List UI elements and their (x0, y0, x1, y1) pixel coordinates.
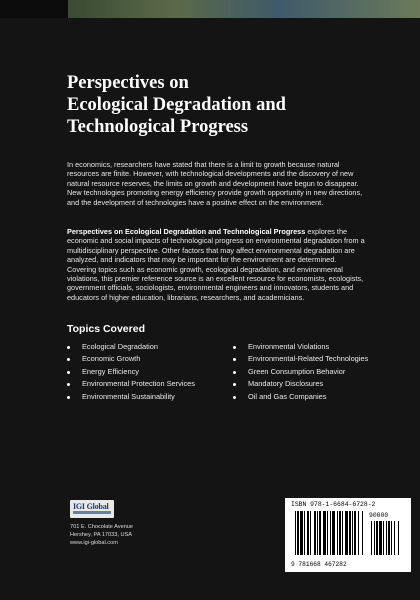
bullet-icon (67, 346, 70, 349)
publisher-address (70, 523, 133, 547)
topic-item (67, 353, 195, 365)
bullet-icon (233, 358, 236, 361)
barcode-bar (310, 511, 311, 555)
barcode-addon-bar (398, 521, 399, 555)
description-paragraph-2 (67, 227, 367, 302)
topic-item (233, 353, 368, 365)
barcode-bar (337, 511, 338, 555)
barcode-bar (352, 511, 353, 555)
address-line: 701 E. Chocolate Avenue (70, 524, 134, 530)
topics-list-left (67, 341, 195, 403)
book-title-inline: Perspectives on Ecological Degradation and Technological Progress (67, 227, 306, 236)
barcode-bar (307, 511, 309, 555)
topic-label: Mandatory Disclosures (248, 379, 324, 389)
bullet-icon (233, 396, 236, 399)
barcode-addon-bar (376, 521, 378, 555)
publisher-logo-tagline (73, 511, 111, 514)
bullet-icon (233, 371, 236, 374)
barcode-bar (323, 511, 326, 555)
barcode-bar (330, 511, 331, 555)
barcode-bar (362, 511, 363, 555)
topic-label: Economic Growth (82, 354, 141, 364)
barcode-addon-bar (383, 521, 384, 555)
topic-item (233, 366, 368, 378)
topics-list-right (233, 341, 368, 403)
barcode-bar (319, 511, 321, 555)
barcode-bar (349, 511, 351, 555)
title-line-3: Technological Progress (67, 117, 249, 137)
title-line-1: Perspectives on (67, 73, 189, 93)
topic-item (67, 378, 195, 390)
bullet-icon (67, 383, 70, 386)
barcode-bar (339, 511, 341, 555)
barcode-addon-bar (391, 521, 392, 555)
ean-number: 9 781668 467282 (291, 561, 347, 568)
barcode-bar (300, 511, 303, 555)
isbn-barcode (285, 498, 411, 572)
barcode-bar (358, 511, 359, 555)
barcode-addon-bar (379, 521, 382, 555)
barcode-bar (342, 511, 343, 555)
publisher-logo (70, 500, 114, 518)
topic-item (233, 341, 368, 353)
topic-item (233, 391, 368, 403)
bullet-icon (67, 371, 70, 374)
barcode-bar (297, 511, 299, 555)
book-title (67, 72, 397, 138)
bullet-icon (67, 396, 70, 399)
topic-item (67, 366, 195, 378)
address-line: Hershey, PA 17033, USA (70, 532, 132, 538)
topic-item (233, 378, 368, 390)
barcode-addon-bar (386, 521, 387, 555)
barcode-bar (304, 511, 305, 555)
barcode-bar (295, 511, 296, 555)
bullet-icon (233, 346, 236, 349)
topic-label: Energy Efficiency (82, 366, 139, 376)
topic-label: Environmental Sustainability (82, 391, 175, 401)
publisher-logo-text: IGI Global (73, 502, 109, 511)
address-url: www.igi-global.com (70, 540, 118, 546)
topic-label: Environmental-Related Technologies (248, 354, 369, 364)
barcode-bar (317, 511, 318, 555)
topic-item (67, 391, 195, 403)
barcode-addon-bar (394, 521, 395, 555)
topic-label: Green Consumption Behavior (248, 366, 346, 376)
barcode-addon-bar (388, 521, 390, 555)
topic-label: Ecological Degradation (82, 342, 159, 351)
description-paragraph-2-text: explores the economic and social impacts of technological progress on environmental degradation from a multidisciplinary perspective. Other factors that may affect environmental degradation are analyzed, and indicators that may be important for the environment are determined. Covering topics such as economic growth, ecological degradation, and environmental violations, this premier reference source is an excellent resource for economists, ecologists, government officials, sociologists, environmental engineers and innovators, students and educators of higher education, librarians, researchers, and academicians. (67, 227, 365, 302)
isbn-text: ISBN 978-1-6684-6728-2 (291, 501, 376, 508)
bullet-icon (67, 358, 70, 361)
bullet-icon (233, 383, 236, 386)
barcode-bars (293, 511, 405, 561)
barcode-bar (314, 511, 316, 555)
topic-label: Oil and Gas Companies (248, 391, 327, 401)
description-paragraph-1: In economics, researchers have stated that there is a limit to growth because natural resources are finite. However, with technological developments and the discovery of new natural resource reserves, the limits on growth and development have begun to disappear. New technologies promoting energy efficiency provide growth opportunity in new directions, and the development of technologies have a positive effect on the environment. (67, 160, 363, 207)
barcode-addon-bar (374, 521, 375, 555)
topic-label: Environmental Protection Services (82, 379, 195, 389)
barcode-bar (345, 511, 348, 555)
title-line-2: Ecological Degradation and (67, 95, 286, 115)
barcode-bar (327, 511, 328, 555)
barcode-bar (332, 511, 335, 555)
topic-item (67, 341, 195, 353)
barcode-bar (354, 511, 356, 555)
barcode-addon-bar (371, 521, 372, 555)
topics-heading: Topics Covered (67, 323, 145, 335)
topic-label: Environmental Violations (248, 342, 330, 351)
cover-photo-strip (68, 0, 420, 18)
price-code: 90000 (369, 512, 389, 519)
